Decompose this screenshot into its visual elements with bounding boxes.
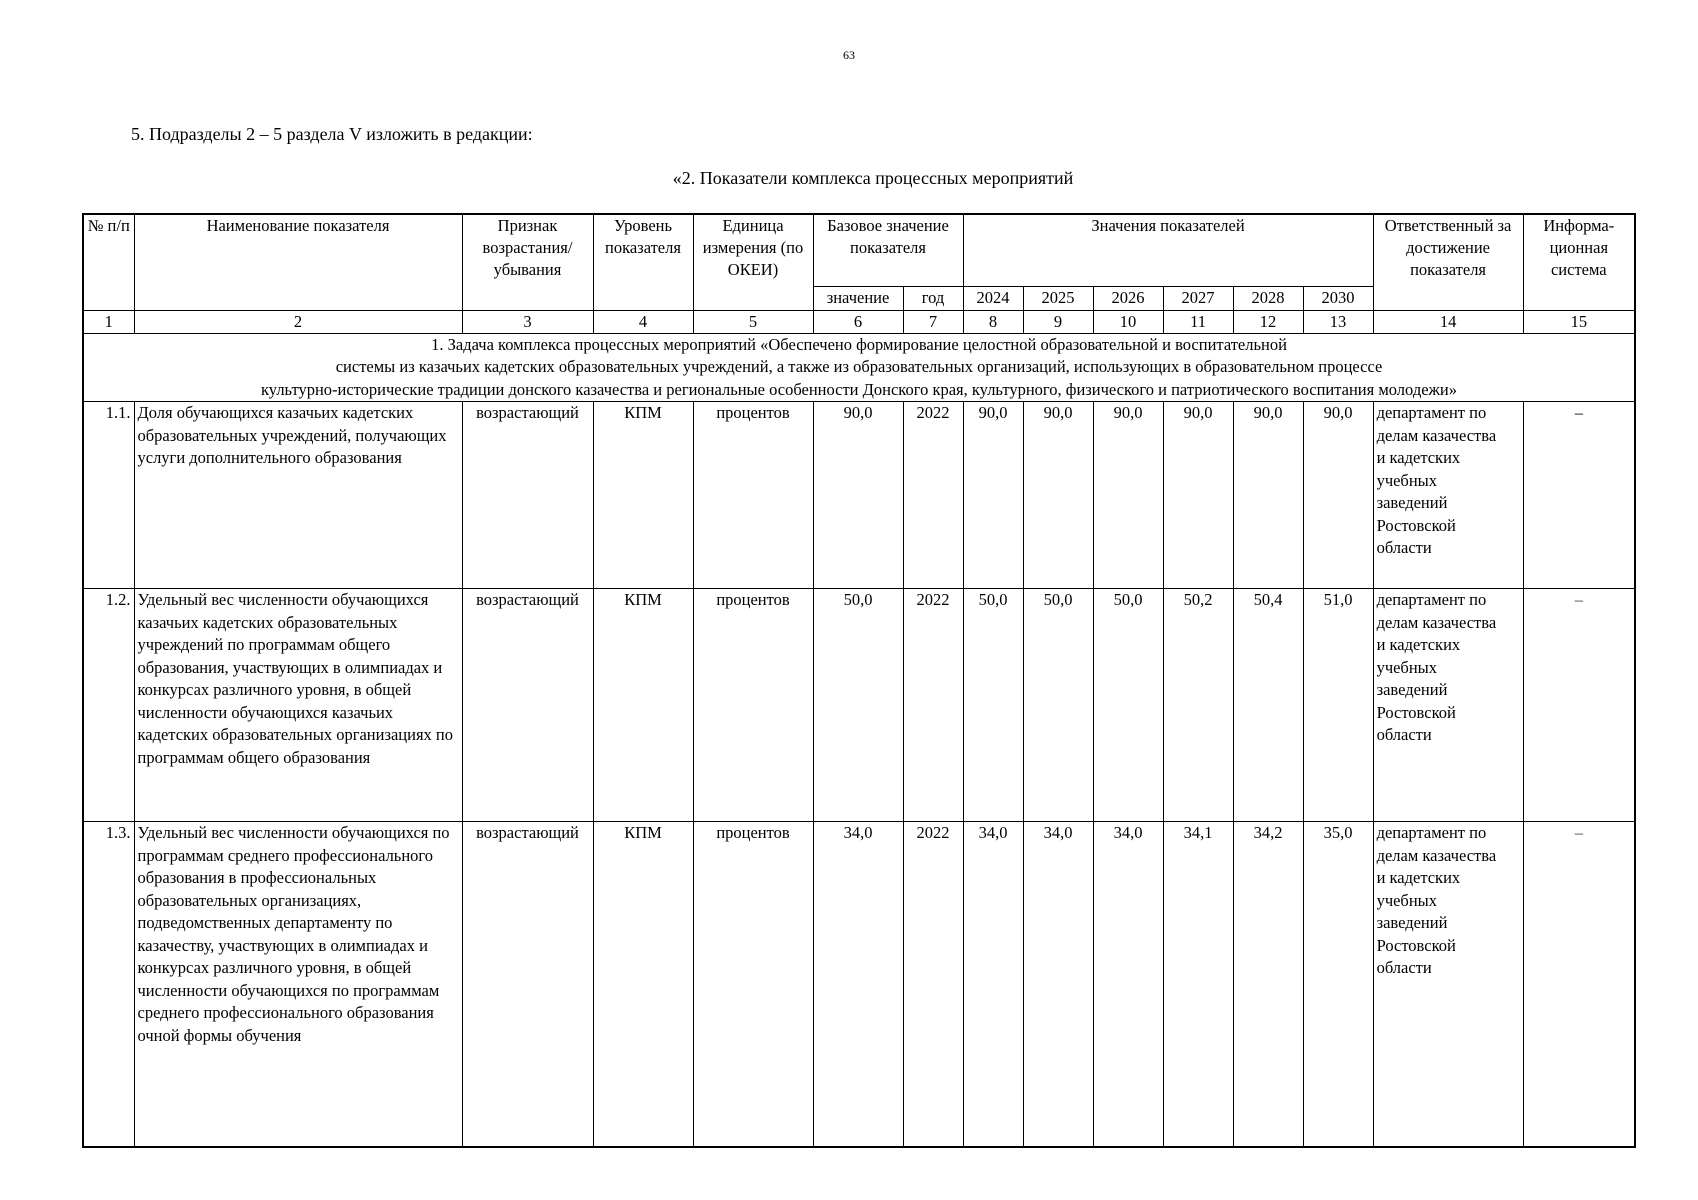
indicator-unit: процентов [693, 822, 813, 1147]
header-year: 2030 [1303, 286, 1373, 310]
base-year: 2022 [903, 822, 963, 1147]
indicator-sign: возрастающий [462, 402, 593, 589]
responsible: департамент по делам казачества и кадетских учебных заведений Ростовской области [1373, 822, 1523, 1147]
year-value: 34,0 [1093, 822, 1163, 1147]
year-value: 90,0 [963, 402, 1023, 589]
year-value: 50,0 [1093, 589, 1163, 822]
indicator-name: Удельный вес численности обучающихся по программам среднего профессионального образования в профессиональных образовательных организациях, подведомственных департаменту по казачеству, участвующих в олимпиадах и конкурсах различного уровня, в общей численности обучающихся по программам среднего профессионального образования очной формы обучения [134, 822, 462, 1147]
indicator-level: КПМ [593, 589, 693, 822]
column-number-row [83, 310, 1635, 333]
year-value: 34,0 [963, 822, 1023, 1147]
responsible: департамент по делам казачества и кадетских учебных заведений Ростовской области [1373, 589, 1523, 822]
column-number: 9 [1023, 310, 1093, 333]
base-year: 2022 [903, 402, 963, 589]
column-number: 14 [1373, 310, 1523, 333]
info-system: – [1523, 822, 1635, 1147]
header-values: Значения показателей [963, 214, 1373, 286]
indicator-unit: процентов [693, 589, 813, 822]
year-value: 90,0 [1163, 402, 1233, 589]
section-title: «2. Показатели комплекса процессных мероприятий [672, 168, 1074, 188]
table-row [83, 402, 1635, 589]
column-number: 15 [1523, 310, 1635, 333]
responsible: департамент по делам казачества и кадетских учебных заведений Ростовской области [1373, 402, 1523, 589]
column-number: 13 [1303, 310, 1373, 333]
year-value: 51,0 [1303, 589, 1373, 822]
year-value: 50,0 [963, 589, 1023, 822]
year-value: 90,0 [1233, 402, 1303, 589]
header-year: 2024 [963, 286, 1023, 310]
header-year: 2028 [1233, 286, 1303, 310]
header-year: 2027 [1163, 286, 1233, 310]
task-line: культурно-исторические традиции донского казачества и региональные особенности Донского края, культурного, физического и патриотического воспитания молодежи» [261, 379, 1458, 399]
indicator-level: КПМ [593, 822, 693, 1147]
column-number: 7 [903, 310, 963, 333]
year-value: 50,0 [1023, 589, 1093, 822]
year-value: 50,2 [1163, 589, 1233, 822]
base-value: 90,0 [813, 402, 903, 589]
header-year: 2026 [1093, 286, 1163, 310]
header-base-year: год [903, 286, 963, 310]
row-num: 1.1. [83, 402, 134, 589]
indicators-table [82, 213, 1636, 1148]
indicator-level: КПМ [593, 402, 693, 589]
header-info-system: Информа-ционная система [1523, 214, 1635, 310]
column-number: 6 [813, 310, 903, 333]
page-number: 63 [843, 48, 855, 62]
header-base-value: значение [813, 286, 903, 310]
column-number: 1 [83, 310, 134, 333]
info-system: – [1523, 402, 1635, 589]
info-system: – [1523, 589, 1635, 822]
task-row [83, 333, 1635, 402]
task-line: системы из казачьих кадетских образовательных учреждений, а также из образовательных организаций, использующих в образовательном процессе [335, 357, 1383, 376]
header-unit: Единица измерения (по ОКЕИ) [693, 214, 813, 310]
year-value: 35,0 [1303, 822, 1373, 1147]
year-value: 34,2 [1233, 822, 1303, 1147]
year-value: 34,1 [1163, 822, 1233, 1147]
task-line: 1. Задача комплекса процессных мероприятий «Обеспечено формирование целостной образовательной и воспитательной [431, 334, 1287, 354]
header-year: 2025 [1023, 286, 1093, 310]
header-level: Уровень показателя [593, 214, 693, 310]
row-num: 1.3. [83, 822, 134, 1147]
indicator-sign: возрастающий [462, 589, 593, 822]
column-number: 3 [462, 310, 593, 333]
column-number: 2 [134, 310, 462, 333]
year-value: 90,0 [1303, 402, 1373, 589]
indicator-name: Удельный вес численности обучающихся казачьих кадетских образовательных учреждений по программам общего образования, участвующих в олимпиадах и конкурсах различного уровня, в общей численности обучающихся казачьих кадетских образовательных организациях по программам общего образования [134, 589, 462, 822]
year-value: 50,4 [1233, 589, 1303, 822]
base-value: 34,0 [813, 822, 903, 1147]
row-num: 1.2. [83, 589, 134, 822]
column-number: 8 [963, 310, 1023, 333]
table-row [83, 589, 1635, 822]
task-heading [83, 333, 1635, 402]
header-base: Базовое значение показателя [813, 214, 963, 286]
column-number: 12 [1233, 310, 1303, 333]
year-value: 90,0 [1023, 402, 1093, 589]
column-number: 10 [1093, 310, 1163, 333]
indicator-name: Доля обучающихся казачьих кадетских образовательных учреждений, получающих услуги дополнительного образования [134, 402, 462, 589]
intro-text: 5. Подразделы 2 – 5 раздела V изложить в редакции: [131, 124, 533, 144]
year-value: 90,0 [1093, 402, 1163, 589]
header-name: Наименование показателя [134, 214, 462, 310]
table-row [83, 822, 1635, 1147]
column-number: 5 [693, 310, 813, 333]
column-number: 11 [1163, 310, 1233, 333]
indicator-unit: процентов [693, 402, 813, 589]
header-num: № п/п [83, 214, 134, 310]
indicator-sign: возрастающий [462, 822, 593, 1147]
base-year: 2022 [903, 589, 963, 822]
base-value: 50,0 [813, 589, 903, 822]
header-sign: Признак возрастания/ убывания [462, 214, 593, 310]
header-responsible: Ответственный за достижение показателя [1373, 214, 1523, 310]
column-number: 4 [593, 310, 693, 333]
year-value: 34,0 [1023, 822, 1093, 1147]
